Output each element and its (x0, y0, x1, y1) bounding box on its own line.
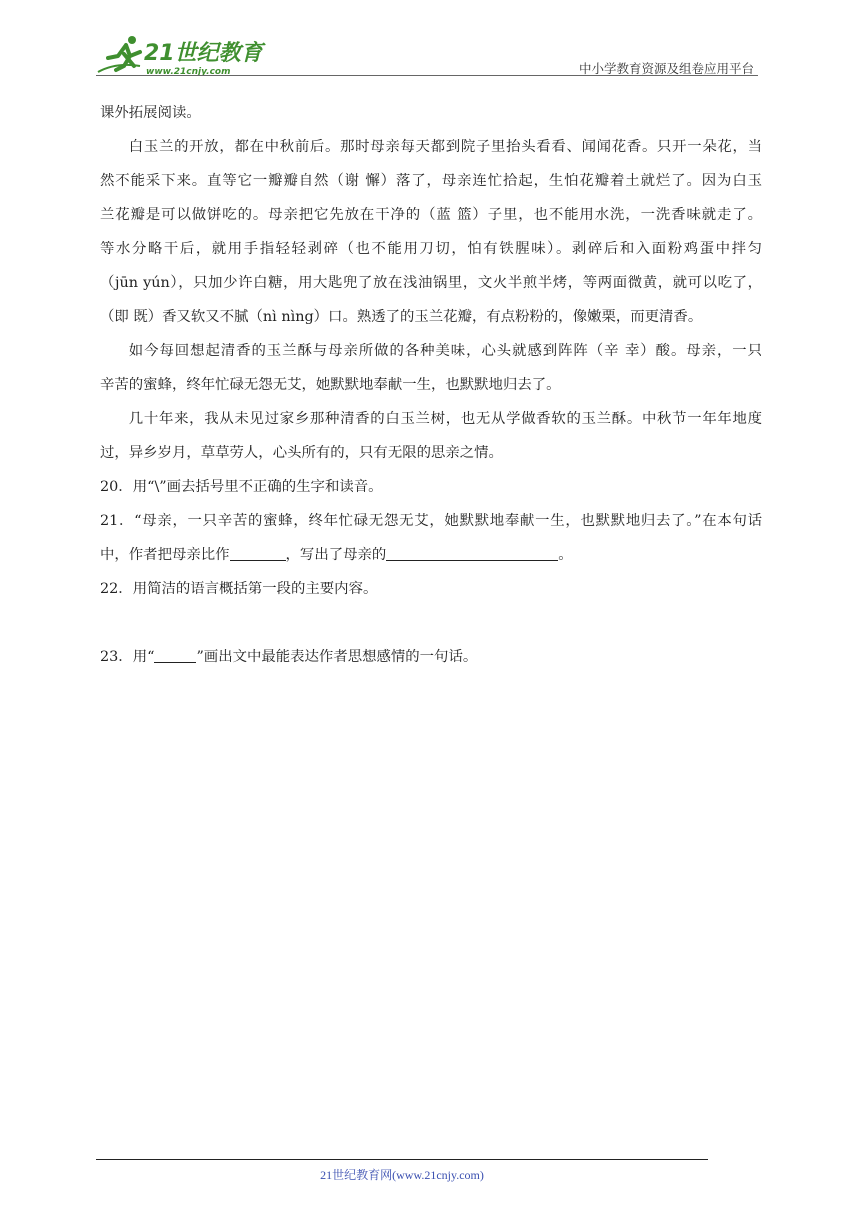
passage-line: 辛苦的蜜蜂，终年忙碌无怨无艾，她默默地奉献一生，也默默地归去了。 (100, 377, 561, 393)
passage-line: 等水分略干后，就用手指轻轻剥碎（也不能用刀切，怕有铁腥味）。剥碎后和入面粉鸡蛋中拌匀 (100, 241, 762, 257)
logo-text: 21世纪教育 (144, 41, 263, 66)
logo-url: www.21cnjy.com (146, 67, 231, 77)
footer-divider (96, 1159, 708, 1160)
passage-line: 过，异乡岁月，草草劳人，心头所有的，只有无限的思亲之情。 (100, 445, 503, 461)
passage-line: （jūn yún），只加少许白糖，用大匙兜了放在浅油锅里，文火半煎半烤，等两面微黄，就可以吃了， (100, 275, 762, 291)
header-platform-name: 中小学教育资源及组卷应用平台 (578, 61, 754, 76)
question-21-text-b: ，写出了母亲的 (285, 547, 387, 563)
passage-line: （即 既）香又软又不腻（nì nìng）口。熟透了的玉兰花瓣，有点粉粉的，像嫩栗，而更清香。 (100, 309, 703, 325)
answer-blank-metaphor[interactable] (230, 546, 286, 561)
passage-line: 几十年来，我从未见过家乡那种清香的白玉兰树，也无从学做香软的玉兰酥。中秋节一年年地度 (128, 411, 762, 427)
question-23-text-a: 23．用“ (100, 649, 155, 665)
question-21-text-c: 。 (558, 547, 573, 563)
site-logo (96, 32, 286, 78)
question-23 (100, 640, 762, 674)
question-22: 22．用简洁的语言概括第一段的主要内容。 (100, 581, 378, 597)
question-21: 21．“母亲，一只辛苦的蜜蜂，终年忙碌无怨无艾，她默默地奉献一生，也默默地归去了。”在本句话 (100, 513, 762, 529)
footer-link[interactable]: 21世纪教育网(www.21cnjy.com) (320, 1168, 484, 1182)
document-body (100, 96, 762, 674)
question-23-text-b: ”画出文中最能表达作者思想感情的一句话。 (196, 649, 478, 665)
question-21-text-a: 中，作者把母亲比作 (100, 547, 230, 563)
passage-line: 白玉兰的开放，都在中秋前后。那时母亲每天都到院子里抬头看看、闻闻花香。只开一朵花，当 (128, 139, 762, 155)
passage-line: 如今每回想起清香的玉兰酥与母亲所做的各种美味，心头就感到阵阵（辛 幸）酸。母亲，一只 (128, 343, 762, 359)
page-header (96, 32, 758, 78)
question-21-continued (100, 538, 762, 572)
answer-space (100, 606, 762, 640)
passage-lead: 课外拓展阅读。 (100, 105, 201, 121)
runner-icon (98, 36, 140, 72)
passage-line: 兰花瓣是可以做饼吃的。母亲把它先放在干净的（蓝 篮）子里，也不能用水洗，一洗香味就走了。 (100, 207, 762, 223)
header-divider (96, 75, 758, 76)
passage-line: 然不能采下来。直等它一瓣瓣自然（谢 懈）落了，母亲连忙拾起，生怕花瓣着土就烂了。因为白玉 (100, 173, 762, 189)
answer-blank-quality[interactable] (386, 546, 558, 561)
question-20: 20．用“\”画去括号里不正确的生字和读音。 (100, 479, 383, 495)
underline-sample (154, 648, 196, 663)
